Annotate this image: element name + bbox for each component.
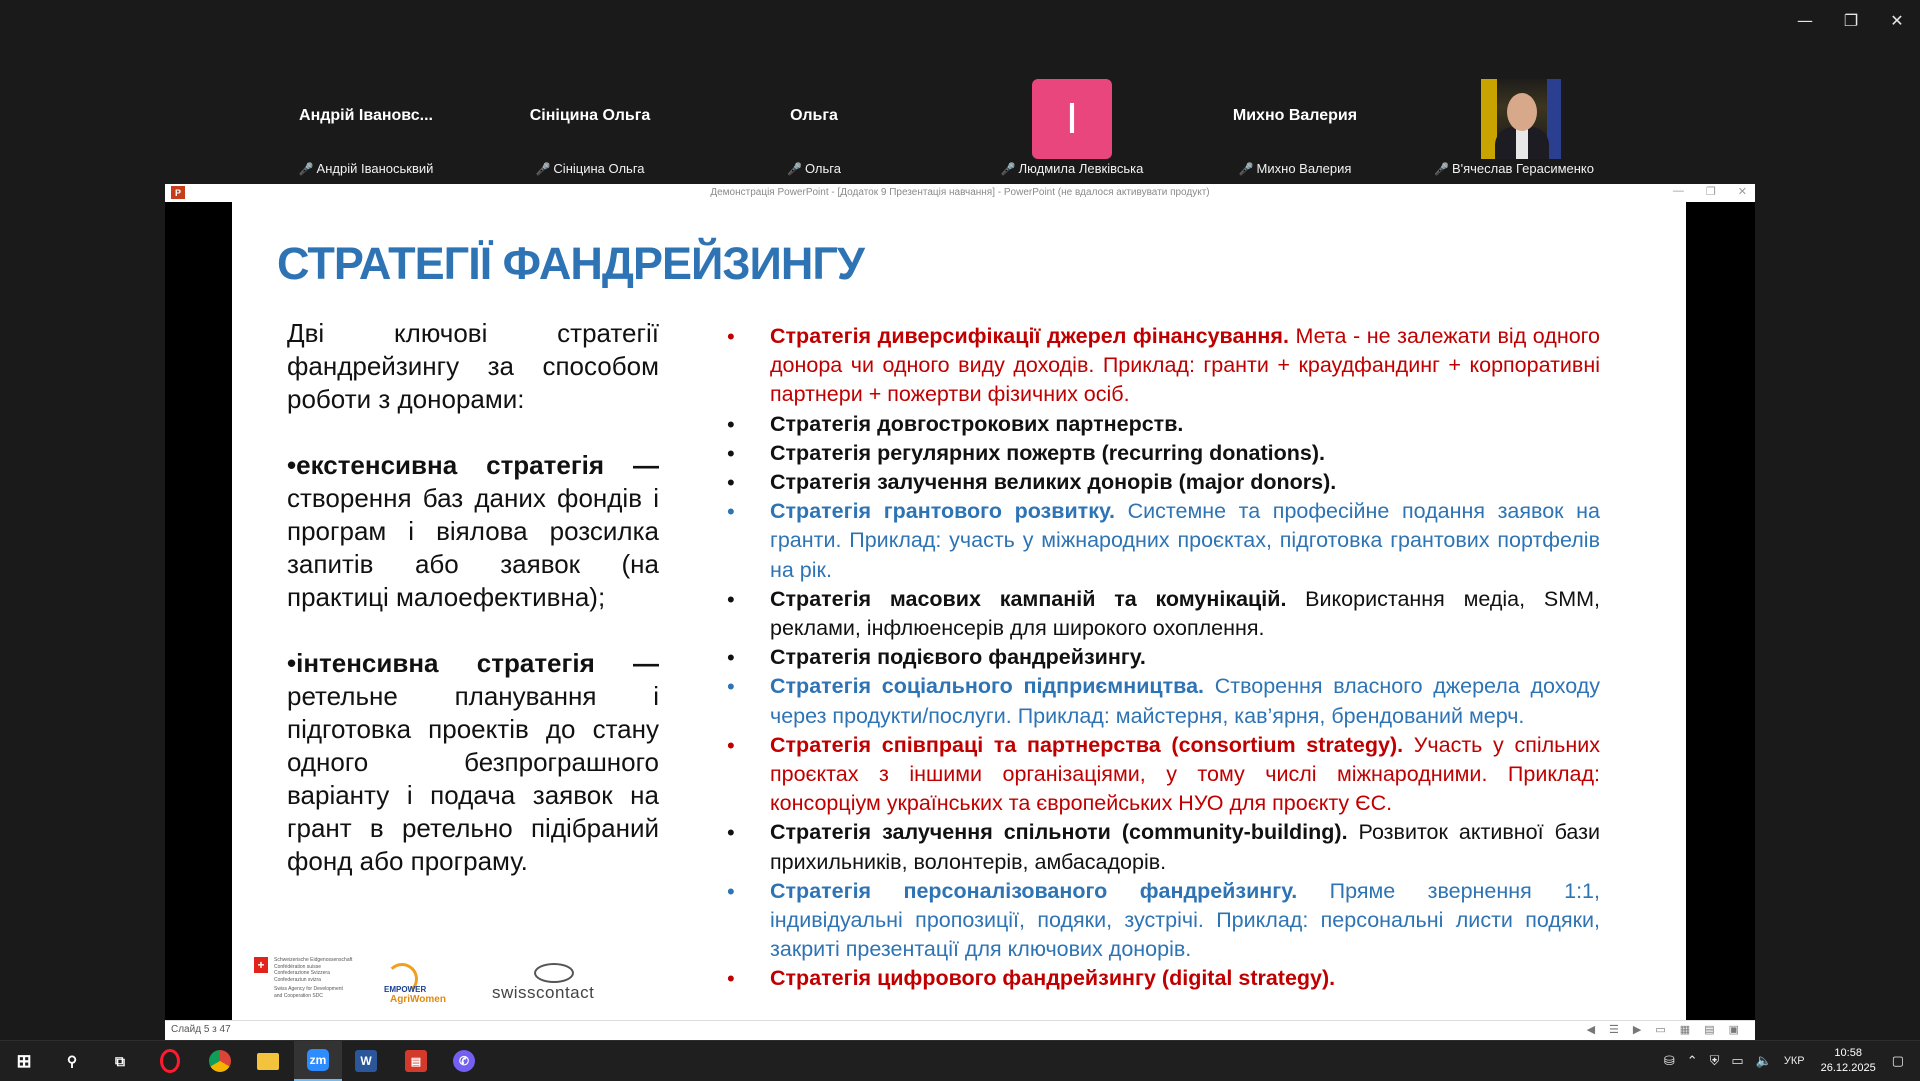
participant-gallery (0, 75, 1920, 185)
list-item: • Стратегія цифрового фандрейзингу (digital strategy). (727, 966, 1336, 992)
swiss-flag-icon: + (254, 957, 268, 973)
language-indicator[interactable]: УКР (1783, 1055, 1805, 1067)
participant-display-name: Михно Валерия (1232, 107, 1358, 124)
slide (232, 202, 1686, 1020)
participant-tile[interactable] (490, 75, 690, 185)
notification-icon[interactable]: ▢ (1891, 1053, 1904, 1068)
slide-left-column (287, 317, 659, 911)
chevron-up-icon[interactable]: ⌃ (1686, 1053, 1698, 1068)
network-icon[interactable]: ▭ (1731, 1053, 1744, 1068)
close-button[interactable]: ✕ (1890, 10, 1904, 30)
list-item: • Стратегія масових кампаній та комунікацій. Використання медіа, SMM, реклами, інфлюенсерів для широкого охоплення. (727, 586, 1600, 641)
participant-display-name: Андрій Івановс... (299, 107, 433, 124)
list-item: • Стратегія соціального підприємництва. Створення власного джерела доходу через продукти/послуги. Приклад: майстерня, кав’ярня, брендований мерч. (727, 674, 1601, 728)
participant-display-name: Сініцина Ольга (529, 107, 651, 124)
window-controls (1782, 0, 1920, 40)
participant-tile[interactable] (1195, 75, 1395, 185)
list-item: • Стратегія залучення спільноти (community-building). Розвиток активної бази прихильників, волонтерів, амбасадорів. (727, 820, 1600, 874)
task-view-icon[interactable]: ⧉ (115, 1052, 125, 1069)
intro-text: Дві ключові стратегії фандрейзингу за способом роботи з донорами: (287, 318, 659, 414)
mic-muted-icon: 🎤 (1433, 162, 1449, 176)
powerpoint-status-bar (165, 1020, 1755, 1040)
viber-icon[interactable]: ✆ (440, 1041, 488, 1081)
participant-tile[interactable] (1414, 75, 1614, 185)
list-item: • Стратегія подієвого фандрейзингу. (727, 645, 1146, 671)
powerpoint-title-text: Демонстрація PowerPoint - [Додаток 9 Презентація навчання] - PowerPoint (не вдалося активувати продукт) (710, 187, 1210, 198)
participant-name-tag: 🎤 Сініцина Ольга (535, 161, 645, 176)
sponsor-logos (254, 957, 614, 1013)
list-item: • Стратегія персоналізованого фандрейзингу. Пряме звернення 1:1, індивідуальні пропозиції, подяки, зустрічі. Приклад: персональні листи подяки, закриті презентації для ключових донорів. (727, 878, 1600, 962)
minimize-button[interactable]: — (1797, 10, 1813, 30)
list-item: • Стратегія регулярних пожертв (recurring donations). (727, 440, 1325, 466)
zoom-icon[interactable]: zm (294, 1041, 342, 1081)
empower-agriwomen-logo: EMPOWER AgriWomen (382, 963, 452, 1011)
chrome-icon[interactable] (196, 1041, 244, 1081)
list-item: • Стратегія довгострокових партнерств. (727, 411, 1184, 437)
shared-powerpoint-window (165, 184, 1755, 1039)
normal-view-icon[interactable]: ▭ (1655, 1024, 1666, 1036)
participant-name-tag: 🎤 Людмила Левківська (1000, 161, 1144, 176)
list-item: • Стратегія грантового розвитку. Системне та професійне подання заявок на гранти. Приклад: участь у міжнародних проєктах, підготовка грантових портфелів на рік. (727, 499, 1600, 582)
pp-minimize-icon[interactable]: — (1672, 185, 1684, 197)
security-shield-icon[interactable]: ⛨ (1709, 1053, 1720, 1068)
participant-tile[interactable] (714, 75, 914, 185)
mic-muted-icon: 🎤 (787, 162, 802, 176)
slide-counter: Слайд 5 з 47 (171, 1024, 231, 1035)
slide-title: СТРАТЕГІЇ ФАНДРЕЙЗИНГУ (277, 238, 864, 289)
system-tray (1658, 1041, 1920, 1081)
sorter-view-icon[interactable]: ▦ (1679, 1024, 1691, 1036)
powerpoint-icon: P (171, 186, 185, 199)
participant-tile[interactable] (266, 75, 466, 185)
people-icon[interactable]: ⛁ (1663, 1053, 1675, 1068)
view-buttons (1587, 1023, 1739, 1036)
start-button[interactable]: ⊞ (16, 1050, 32, 1071)
pp-restore-icon[interactable]: ❐ (1705, 186, 1716, 198)
search-icon[interactable]: ⚲ (66, 1052, 78, 1069)
participant-display-name: Ольга (790, 107, 838, 124)
mic-muted-icon: 🎤 (1000, 162, 1016, 176)
next-slide-icon[interactable]: ▶ (1632, 1024, 1642, 1036)
list-item: • Стратегія співпраці та партнерства (consortium strategy). Участь у спільних проєктах з іншими організаціями, у тому числі міжнародними. Приклад: консорціум українських та європейських НУО для проєкту ЄС. (727, 732, 1600, 816)
pdf-icon[interactable]: ▤ (392, 1041, 440, 1081)
participant-name-tag: 🎤 Андрій Іваноськвий (298, 161, 434, 176)
clock[interactable]: 10:58 26.12.2025 (1820, 1047, 1876, 1074)
sdc-logo: + Schweizerische Eidgenossenschaft Confédération suisse Confederazione Svizzera Confederaziun svizra Swiss Agency for Development and Cooperation SDC (254, 957, 364, 1007)
mic-muted-icon: 🎤 (1238, 162, 1254, 176)
opera-icon[interactable] (146, 1041, 194, 1081)
prev-slide-icon[interactable]: ◀ (1586, 1024, 1596, 1036)
participant-avatar: I (1032, 79, 1112, 159)
word-icon[interactable]: W (342, 1041, 390, 1081)
participant-name-tag: 🎤 Ольга (787, 161, 841, 176)
extensive-strategy: •екстенсивна стратегія — створення баз даних фондів і програм і віялова розсилка запитів або заявок (на практиці малоефективна); (287, 450, 659, 612)
restore-button[interactable]: ❐ (1843, 10, 1859, 30)
intensive-strategy: •інтенсивна стратегія — ретельне планування і підготовка проектів до стану одного безпрограшного варіанту і подача заявок на грант в ретельно підібраний фонд або програму. (287, 648, 659, 876)
file-explorer-icon[interactable] (244, 1041, 292, 1081)
pp-close-icon[interactable]: ✕ (1737, 186, 1747, 198)
mic-muted-icon: 🎤 (298, 162, 314, 176)
swisscontact-logo: swisscontact (492, 963, 612, 1011)
list-item: • Стратегія залучення великих донорів (major donors). (727, 470, 1337, 496)
strategy-list (727, 322, 1600, 994)
participant-tile[interactable] (972, 75, 1172, 185)
menu-icon[interactable]: ☰ (1609, 1024, 1619, 1036)
list-item: • Стратегія диверсифікації джерел фінансування. Мета - не залежати від одного донора чи одного виду доходів. Приклад: гранти + краудфандинг + корпоративні партнери + пожертви фізичних осіб. (727, 324, 1600, 407)
taskbar (0, 1040, 1920, 1081)
mic-muted-icon: 🎤 (535, 162, 551, 176)
powerpoint-window-controls (1673, 185, 1747, 198)
volume-icon[interactable]: 🔈 (1755, 1053, 1772, 1068)
participant-video-photo (1481, 79, 1561, 159)
slideshow-view-icon[interactable]: ▣ (1728, 1024, 1739, 1036)
participant-name-tag: 🎤 Михно Валерия (1238, 161, 1352, 176)
powerpoint-title-bar (165, 184, 1755, 202)
reading-view-icon[interactable]: ▤ (1704, 1024, 1715, 1036)
participant-name-tag: 🎤 В'ячеслав Герасименко (1433, 161, 1594, 176)
